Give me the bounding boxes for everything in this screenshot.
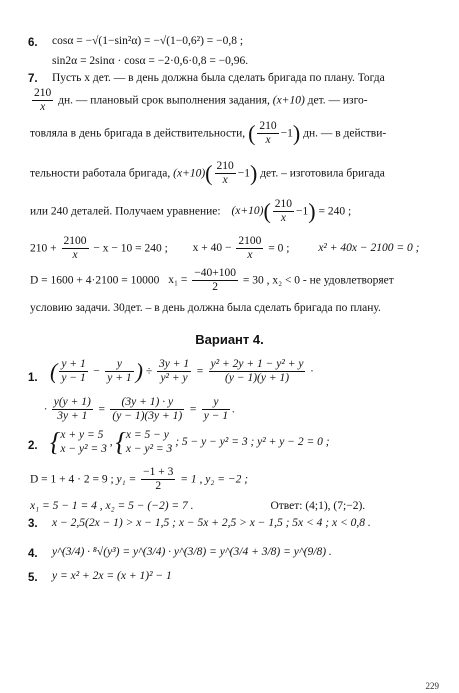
problem-6-line-1: cosα = −√(1−sin²α) = −√(1−0,6²) = −0,8 ; — [52, 35, 244, 47]
v4-problem-5-number: 5. — [28, 572, 38, 584]
v4-problem-1-number: 1. — [28, 372, 38, 384]
v4-problem-2-line-2: D = 1 + 4 · 2 = 9 ; y₁ = $\frac{-1 + 3}{2}$ = 1 , y₂ = −2 ; — [30, 466, 249, 493]
problem-7-line-2: $\frac{210}{x}$ дн. — плановый срок выполнения задания, (x+10) дет. — изго- — [34, 87, 368, 114]
v4-problem-2-answer: Ответ: (4;1), (7;−2). — [270, 500, 366, 512]
problem-6-line-2: sin2α = 2sinα · cosα = −2·0,6·0,8 = −0,96. — [52, 55, 249, 67]
problem-7-line-4: тельности работала бригада, (x+10)( $\frac{210}{x}$ −1) дет. – изготовила бригада — [30, 160, 385, 187]
problem-7-line-3: товляла в день бригада в действительности, ( $\frac{210}{x}$ −1) дн. — в действи- — [30, 120, 387, 147]
v4-problem-5-text: y = x² + 2x = (x + 1)² − 1 — [52, 570, 172, 582]
page-number: 229 — [425, 681, 439, 691]
problem-7-line-8: условию задачи. 30дет. – в день должна была сделать бригада по плану. — [30, 302, 381, 314]
v4-problem-2-line-1: { x + y = 5 x − y² = 3 , { x = 5 − y x − y² = 3 ; 5 − y − y² = 3 ; y² + y − 2 = 0 ; — [50, 427, 330, 457]
problem-7-number: 7. — [28, 73, 38, 85]
v4-problem-3-text: x − 2,5(2x − 1) > x − 1,5 ; x − 5x + 2,5 > x − 1,5 ; 5x < 4 ; x < 0,8 . — [52, 517, 371, 529]
v4-problem-4-text: y^(3/4) · ⁸√(y³) = y^(3/4) · y^(3/8) = y^(3/4 + 3/8) = y^(9/8) . — [52, 546, 332, 558]
v4-problem-3-number: 3. — [28, 518, 38, 530]
problem-6-number: 6. — [28, 37, 38, 49]
fraction-210-over-x: $\frac{210}{x}$ — [34, 87, 52, 114]
problem-7-line-5: или 240 деталей. Получаем уравнение: (x+10)( $\frac{210}{x}$ −1) = 240 ; — [30, 198, 352, 225]
v4-problem-1-line-1: ( $\frac{y + 1}{y - 1}$ − $\frac{y}{y + 1}$ ) ÷ $\frac{3y + 1}{\text{y² + y}}$ = $\frac{\text{y² + 2y + 1 − y² + y}}{(y - 1)(y + 1)}$ · — [50, 358, 314, 385]
problem-7-line-1: Пусть x дет. — в день должна была сделать бригада по плану. Тогда — [52, 72, 385, 84]
v4-problem-2-number: 2. — [28, 440, 38, 452]
problem-7-line-7: D = 1600 + 4·2100 = 10000 x₁ = $\frac{-40+100}{2}$ = 30 , x₂ < 0 - не удовлетворяет — [30, 267, 394, 294]
v4-problem-4-number: 4. — [28, 548, 38, 560]
problem-7-line-6: 210 + $\frac{2100}{x}$ − x − 10 = 240 ; x + 40 − $\frac{2100}{x}$ = 0 ; x² + 40x − 2100 = 0 ; — [30, 235, 420, 262]
v4-problem-1-line-2: · $\frac{y(y + 1)}{3y + 1}$ = $\frac{(3y + 1) \cdot y}{(y - 1)(3y + 1)}$ = $\frac{y}{y - 1}$ . — [44, 396, 235, 423]
v4-problem-2-line-3: x₁ = 5 − 1 = 4 , x₂ = 5 − (−2) = 7 . Ответ: (4;1), (7;−2). — [30, 500, 366, 512]
variant-title: Вариант 4. — [195, 332, 264, 347]
